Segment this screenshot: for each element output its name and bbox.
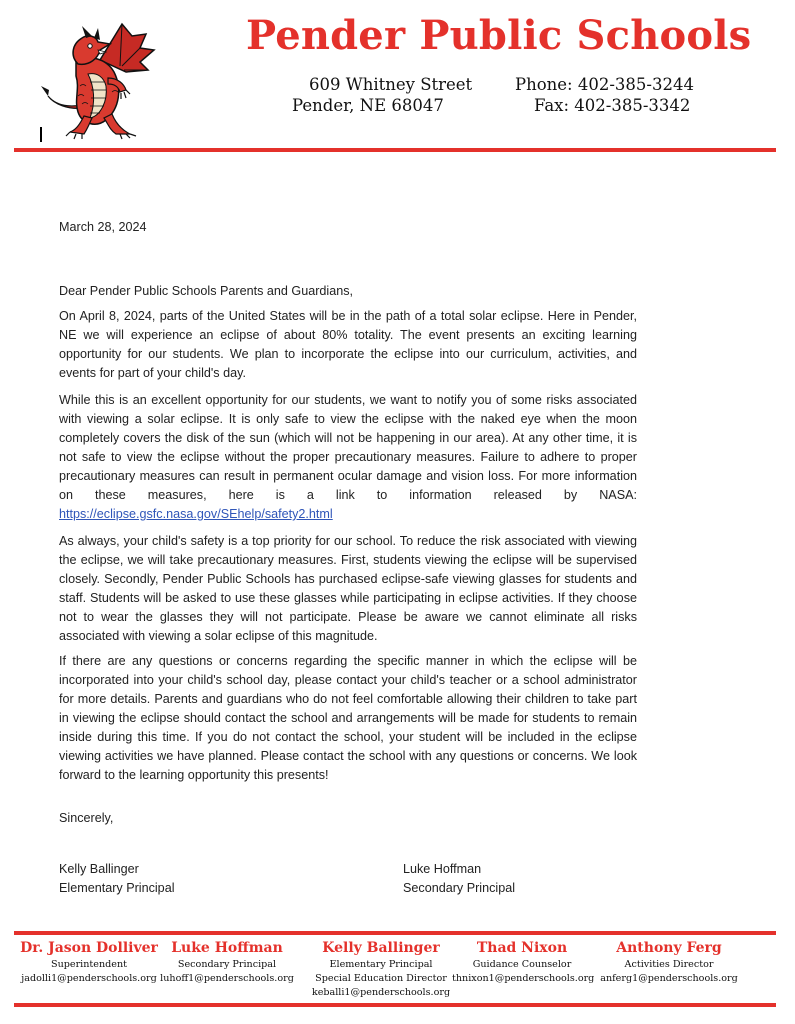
staff-activities-director: [600, 938, 738, 986]
letter-closing: Sincerely,: [59, 811, 114, 825]
staff-name: Kelly Ballinger: [322, 940, 440, 956]
staff-secondary-principal: [160, 938, 294, 986]
staff-title: Guidance Counselor: [472, 959, 572, 970]
fax-number: Fax: 402-385-3342: [534, 96, 691, 115]
staff-title: Activities Director: [624, 959, 714, 970]
staff-email: thnixon1@penderschools.org: [452, 973, 595, 984]
school-name: Pender Public Schools: [246, 12, 752, 59]
logo-mark: [40, 127, 42, 142]
letter-date: March 28, 2024: [59, 220, 147, 234]
signer-1-title: Elementary Principal: [59, 881, 175, 895]
staff-name: Anthony Ferg: [616, 940, 722, 956]
staff-title-2: Special Education Director: [315, 973, 447, 984]
footer-rule-bottom: [14, 1003, 776, 1007]
paragraph-3-text: As always, your child's safety is a top priority for our school. To reduce the risk associated with viewing the eclipse, we will take precautionary measures. First, students viewing the eclipse will be supervised closely. Secondly, Pender Public Schools has purchased eclipse-safe viewing glasses for students and staff. Students will be asked to use these glasses while participating in eclipse activities. If they choose not to wear the glasses they will not participate. Please be aware we cannot eliminate all risks associated with viewing a solar eclipse of this magnitude.: [59, 534, 637, 643]
staff-name: Thad Nixon: [476, 940, 568, 956]
letter-paragraph-4: [59, 652, 637, 785]
paragraph-4-text: If there are any questions or concerns regarding the specific manner in which the eclipse will be incorporated into your child's school day, please contact your child's teacher or a school administrator for more details. Parents and guardians who do not feel comfortable allowing their children to take part in viewing the eclipse should contact the school and arrangements will be made for students to remain inside during this time. If you do not contact the school, your student will be included in the eclipse viewing activities we have planned. Please contact the school with any questions or concerns. We look forward to the learning opportunity this presents!: [59, 654, 637, 782]
staff-guidance-counselor: [452, 938, 595, 986]
staff-superintendent: [12, 938, 166, 986]
dragon-mascot-icon: [36, 16, 164, 144]
staff-title: Secondary Principal: [177, 959, 277, 970]
signer-2-title: Secondary Principal: [403, 881, 516, 895]
nasa-safety-link[interactable]: https://eclipse.gsfc.nasa.gov/SEhelp/safety2.html: [59, 507, 333, 521]
staff-email: keballi1@penderschools.org: [311, 987, 451, 998]
street-address: 609 Whitney Street: [309, 75, 473, 94]
staff-elementary-principal: [310, 938, 452, 1000]
letter-paragraph-3: [59, 532, 637, 646]
paragraph-2-text: While this is an excellent opportunity for our students, we want to notify you of some risks associated with viewing a solar eclipse. It is only safe to view the eclipse with the naked eye when the moon completely covers the disk of the sun (which will not be happening in our area). At any other time, it is not safe to view the eclipse without the proper precautionary measures. Failure to adhere to proper precautionary measures can result in permanent ocular damage and vision loss. For more information on these measures, here is a link to information released by NASA:: [59, 393, 637, 502]
staff-email: anferg1@penderschools.org: [600, 973, 738, 984]
staff-name: Dr. Jason Dolliver: [20, 940, 158, 956]
header-rule: [14, 148, 776, 152]
staff-title: Elementary Principal: [329, 959, 433, 970]
staff-title: Superintendent: [51, 959, 127, 970]
phone-number: Phone: 402-385-3244: [515, 75, 694, 94]
paragraph-1-text: On April 8, 2024, parts of the United States will be in the path of a total solar eclipse. Here in Pender, NE we will experience an eclipse of about 80% totality. The event presents an exciting learning opportunity for our students. We plan to incorporate the eclipse into our curriculum, activities, and events for part of your child's day.: [59, 309, 637, 380]
letter-paragraph-1: [59, 307, 637, 383]
staff-name: Luke Hoffman: [171, 940, 283, 956]
footer-rule-top: [14, 931, 776, 935]
signer-1-name: Kelly Ballinger: [59, 862, 139, 876]
letter-paragraph-2: [59, 391, 637, 524]
staff-email: luhoff1@penderschools.org: [160, 973, 294, 984]
staff-email: jadolli1@penderschools.org: [21, 973, 157, 984]
signer-2-name: Luke Hoffman: [403, 862, 482, 876]
letter-salutation: Dear Pender Public Schools Parents and Guardians,: [59, 284, 354, 298]
city-state-zip: Pender, NE 68047: [292, 96, 444, 115]
